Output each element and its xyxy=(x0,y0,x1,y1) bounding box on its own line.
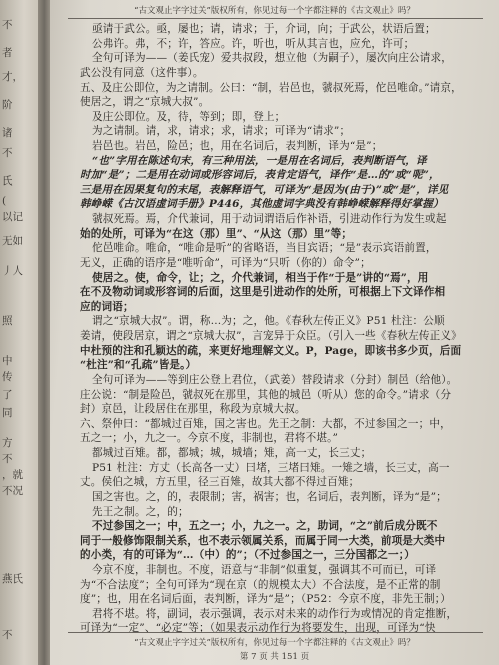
text-line: 君将不堪。将，副词，表示强调，表示对未来的动作行为或情况的肯定推断， xyxy=(92,607,458,620)
header-rule xyxy=(68,18,483,19)
left-page-fragment: 不 xyxy=(2,453,13,465)
text-line: 始的处所，可译为“在这（那）里”、“从这（那）里”等； xyxy=(80,227,353,240)
text-line: 公弗许。弗，不；许，答应。许，听也，听从其言也，应允，许可； xyxy=(92,37,415,50)
text-line: 全句可译为——等到庄公登上君位，（武姜）替段请求（分封）制邑（给他）。 xyxy=(92,373,458,386)
text-line: 丈。侯伯之城，方五里，径三百雉，故其大都不得过百雉； xyxy=(80,476,360,489)
left-page-fragment: 同 xyxy=(2,407,13,419)
left-page-fragment: 中 xyxy=(2,355,13,367)
text-line: 都城过百雉。都，都城；城，城墙；雉，高一丈，长三丈； xyxy=(92,447,372,459)
text-line: 韩峥嵘《古汉语虚词手册》P446，其他虚词字典没有韩峥嵘解释得好掌握） xyxy=(80,198,444,211)
page-header: “古文观止字字过关”版权所有，你见过每一个字都注释的《古文观止》吗？ xyxy=(134,6,415,16)
text-line: 姜请，使段居京，谓之“京城大叔”，言宠异于众臣。（引入一些《春秋左传正义》 xyxy=(80,330,462,342)
text-line: 同于一般修饰限制关系，也不表示领属关系，而属于同一大类，前项是大类中 xyxy=(80,534,446,547)
text-line: 为之请制。请，求，请求；求，请求；可译为“请求”； xyxy=(92,125,351,138)
left-page-fragment: 者 xyxy=(2,47,13,59)
text-line: 佗邑唯命。唯命，“唯命是听”的省略语，当目宾语；“是”表示宾语前置， xyxy=(92,242,437,255)
text-line: 可译为“一定”、“必定”等；（如果表示动作行为将要发生，出现，可译为“快 xyxy=(80,622,436,635)
text-line: P51 杜注：方丈（长高各一丈）曰堵，三堵曰雉。一雉之墙，长三丈，高一 xyxy=(92,461,450,474)
text-line: 及庄公即位。及，待，等到；即，登上； xyxy=(92,110,286,123)
text-line: 虢叔死焉。焉，介代兼词，用于动词谓语后作补语，引进动作行为发生或起 xyxy=(92,213,447,226)
text-line: 应的词语； xyxy=(80,300,134,313)
left-page-fragment: 丿人 xyxy=(2,265,23,277)
text-line: 先王之制。之，的； xyxy=(92,505,189,518)
text-line: 亟请于武公。亟，屡也；请，请求；于，介词，向；于武公，状语后置； xyxy=(92,23,436,35)
left-page-fragment: 诸 xyxy=(2,127,13,139)
text-line: 使居之。使，命令，让；之，介代兼词，相当于作“于是”讲的“焉”，用 xyxy=(92,271,429,284)
text-line: 六、祭仲曰：“都城过百雉，国之害也。先王之制：大都，不过参国之一；中， xyxy=(80,417,451,430)
text-line: 在不及物动词或形容词的后面，这里是引进动作的处所，可根据上下文译作相 xyxy=(80,286,446,299)
text-line: 的小类，有的可译为“…（中）的”；（不过参国之一，三分国都之一；） xyxy=(80,549,415,562)
left-page-fragment: 以记 xyxy=(2,211,23,223)
text-line: 武公没有同意（这件事）。 xyxy=(80,66,204,79)
left-page-fragment: 传 xyxy=(2,371,13,383)
text-line: “也”字用在陈述句末，有三种用法，一是用在名词后，表判断语气，译 xyxy=(92,154,427,167)
left-page-fragment: 不 xyxy=(2,629,13,641)
text-line: 五、及庄公即位，为之请制。公曰：“制，岩邑也，虢叔死焉，佗邑唯命。”请京， xyxy=(80,81,462,94)
text-line: 无义，正确的语序是“唯听命”，可译为“只听（你的）命令”； xyxy=(80,256,371,269)
text-line: 庄公说：“制是险邑，虢叔死在那里，其他的城邑（听从）您的命令。”请求（分 xyxy=(80,388,452,401)
text-line: 不过参国之一；中，五之一；小，九之一。之，助词，“之”前后成分既不 xyxy=(92,520,438,533)
text-line: 国之害也。之，的，表限制；害，祸害；也，名词后，表判断，译为“是”； xyxy=(92,490,447,503)
left-page-fragment: 才， xyxy=(2,71,23,83)
left-page-fragment: 不况 xyxy=(2,485,23,497)
text-line: 中杜预的注和孔颖达的疏，来更好地理解文义。P，Page，即该书多少页，后面 xyxy=(80,344,462,357)
text-line: 岩邑也。岩邑，险邑；也，用在名词后，表判断，译为“是”； xyxy=(92,140,383,152)
left-page-edge xyxy=(0,0,40,665)
left-page-fragment: 不 xyxy=(2,147,13,159)
left-page-fragment: 无如 xyxy=(2,235,23,247)
footer-rule xyxy=(68,632,483,633)
left-page-fragment: 燕氏 xyxy=(2,573,23,585)
text-line: 封）京邑，让段居住在那里，称段为京城大叔。 xyxy=(80,403,306,416)
text-line: 五之一；小，九之一。今京不度，非制也，君将不堪。” xyxy=(80,432,339,445)
left-page-fragment: 氏 xyxy=(2,175,13,187)
text-line: 谓之“京城大叔”。谓，称…为；之，他。《春秋左传正义》P51 杜注：公顺 xyxy=(92,315,445,328)
text-line: 度”；也，用在名词后面，表判断，译为“是”；（P52：今京不度，非先王制；） xyxy=(80,593,451,606)
left-page-fragment: 照 xyxy=(2,315,13,327)
text-line: 为“不合法度”；全句可译为“现在京（的规模太大）不合法度，是不正常的制 xyxy=(80,578,441,591)
left-page-fragment: 方 xyxy=(2,437,13,449)
left-page-fragment: 阶 xyxy=(2,99,13,111)
left-page-fragment: ( xyxy=(2,195,7,207)
text-line: 三是用在因果复句的末尾，表解释语气，可译为“是因为(由于)”或“是”，详见 xyxy=(80,183,449,196)
text-line: “杜注”和“孔疏”皆是。） xyxy=(80,359,197,372)
text-line: 今京不度，非制也。不度，语意与“非制”似重复，强调其不可而已，可译 xyxy=(92,563,437,576)
left-page-fragment: ，就 xyxy=(2,469,23,481)
text-line: 使居之，谓之“京城大叔”。 xyxy=(80,96,210,109)
text-line: 全句可译为——（姜氏宠）爱共叔段，想立他（为嗣子），屡次向庄公请求， xyxy=(92,52,452,65)
page-number: 第 7 页 共 151 页 xyxy=(239,652,310,662)
book-page xyxy=(50,0,499,665)
text-line: 时加“是”；二是用在动词或形容词后，表肯定语气，译作“是…的”或“呢”， xyxy=(80,169,440,182)
left-page-fragment: 不 xyxy=(2,19,13,31)
page-footer: “古文观止字字过关”版权所有，你见过每一个字都注释的《古文观止》吗？ xyxy=(134,638,415,648)
left-page-fragment: 了 xyxy=(2,389,13,401)
